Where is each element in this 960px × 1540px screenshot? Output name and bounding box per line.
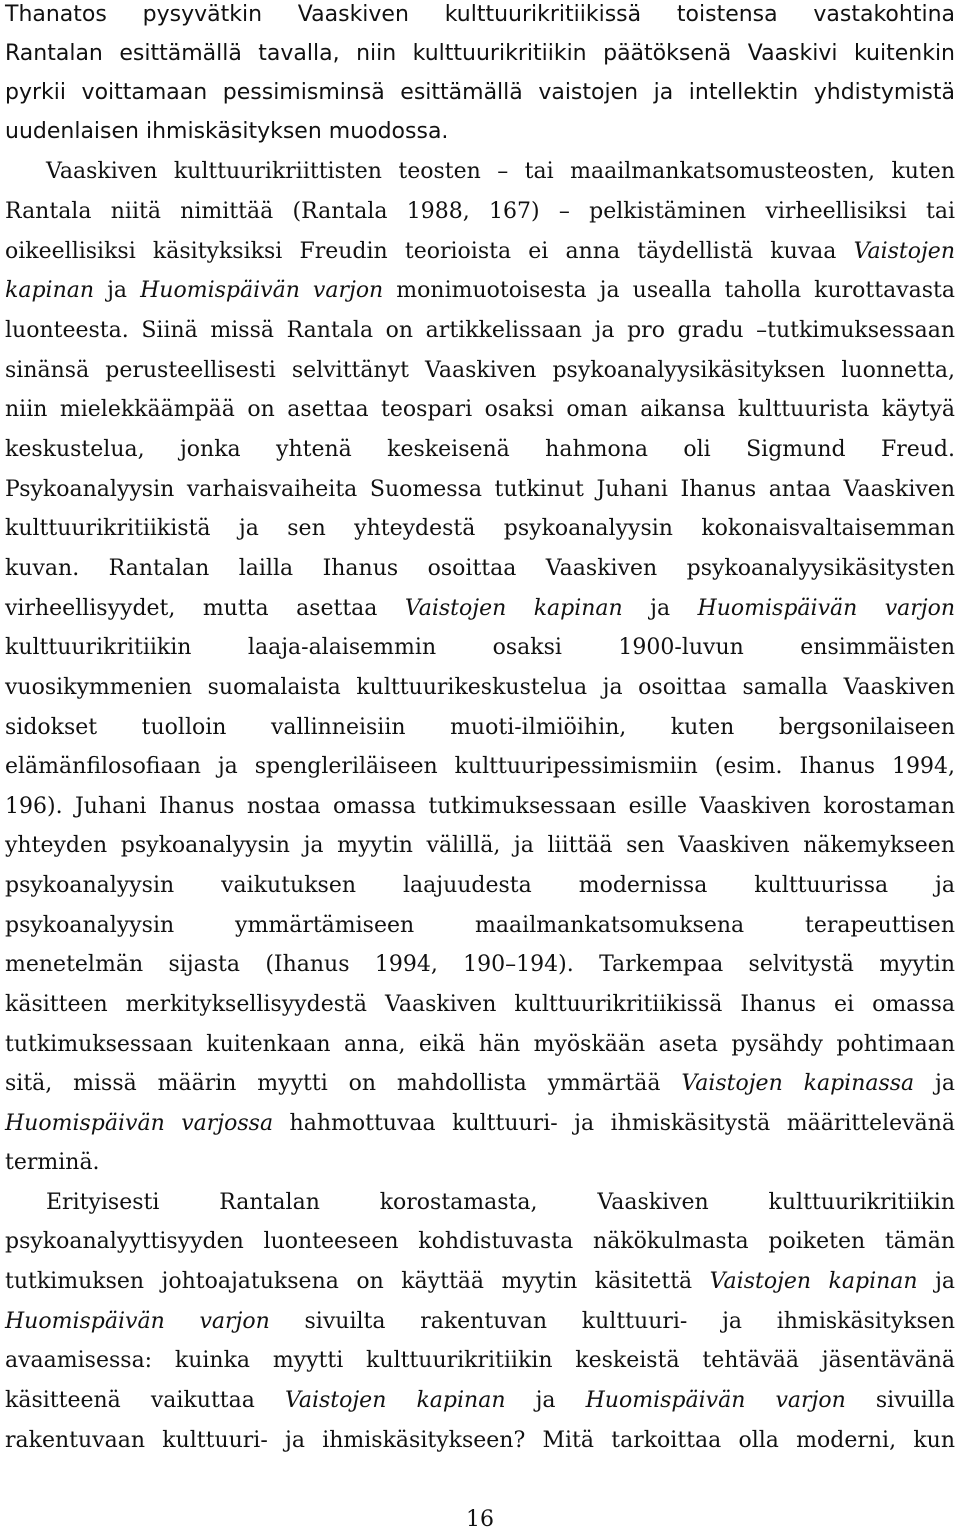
- text-line: [5, 1104, 955, 1144]
- italic-title-text: Vaistojen kapinan: [404, 596, 623, 621]
- body-text: Rantalan esittämällä tavalla, niin kulttuurikritiikin päätöksenä Vaaskivi kuitenkin: [5, 41, 955, 66]
- body-text: 196). Juhani Ihanus nostaa omassa tutkimuksessaan esille Vaaskiven korostaman: [5, 794, 955, 819]
- body-text: virheellisyydet, mutta asettaa: [5, 596, 405, 621]
- text-line: [5, 232, 955, 272]
- body-text: tutkimuksessaan kuitenkaan anna, eikä hän myöskään aseta pysähdy pohtimaan: [5, 1032, 955, 1057]
- italic-title-text: Vaistojen: [853, 239, 955, 264]
- body-text: sitä, missä määrin myytti on mahdollista ymmärtää: [5, 1071, 682, 1096]
- text-line: [5, 628, 955, 668]
- text-line: [46, 1183, 955, 1223]
- body-text: sidokset tuolloin vallinneisiin muoti-ilmiöihin, kuten bergsonilaiseen: [5, 715, 955, 740]
- text-line: [5, 1143, 955, 1183]
- body-text: keskustelua, jonka yhtenä keskeisenä hahmona oli Sigmund Freud.: [5, 437, 955, 462]
- body-text: menetelmän sijasta (Ihanus 1994, 190–194). Tarkempaa selvitystä myytin: [5, 952, 955, 977]
- body-text: pyrkii voittamaan pessimisminsä esittämällä vaistojen ja intellektin yhdistymistä: [5, 80, 955, 105]
- page-number: 16: [466, 1507, 494, 1532]
- text-line: [46, 152, 955, 192]
- body-text: käsitteenä vaikuttaa: [5, 1388, 285, 1413]
- italic-title-text: Vaistojen kapinassa: [681, 1071, 915, 1096]
- text-line: [5, 311, 955, 351]
- text-line: [5, 351, 955, 391]
- italic-title-text: Vaistojen kapinan: [709, 1269, 918, 1294]
- text-line: [5, 866, 955, 906]
- body-text: psykoanalyysin ymmärtämiseen maailmankatsomuksena terapeuttisen: [5, 913, 955, 938]
- body-text: Thanatos pysyvätkin Vaaskiven kulttuurikritiikissä toistensa vastakohtina: [5, 2, 955, 27]
- body-text: rakentuvaan kulttuuri- ja ihmiskäsitykseen? Mitä tarkoittaa olla moderni, kun: [5, 1428, 955, 1453]
- italic-title-text: Huomispäivän varjon: [585, 1388, 846, 1413]
- italic-title-text: Huomispäivän varjossa: [5, 1111, 274, 1136]
- body-text: kulttuurikritiikistä ja sen yhteydestä psykoanalyysin kokonaisvaltaisemman: [5, 516, 955, 541]
- text-line: [5, 945, 955, 985]
- text-line: [5, 906, 955, 946]
- body-text: Rantala niitä nimittää (Rantala 1988, 167) – pelkistäminen virheellisiksi tai: [5, 199, 955, 224]
- text-line: [5, 1302, 955, 1342]
- text-line: [5, 271, 955, 311]
- text-line: [5, 430, 955, 470]
- italic-title-text: kapinan: [5, 278, 95, 303]
- text-line: [5, 0, 955, 35]
- body-text: Vaaskiven kulttuurikriittisten teosten – tai maailmankatsomusteosten, kuten: [46, 159, 955, 184]
- text-line: [5, 34, 955, 74]
- body-text: ja: [914, 1071, 955, 1096]
- text-line: [5, 1262, 955, 1302]
- body-text: psykoanalyysin vaikutuksen laajuudesta modernissa kulttuurissa ja: [5, 873, 955, 898]
- body-text: luonteesta. Siinä missä Rantala on artikkelissaan ja pro gradu –tutkimuksessaan: [5, 318, 955, 343]
- body-text: elämänfilosofiaan ja spengleriläiseen kulttuuripessimismiin (esim. Ihanus 1994,: [5, 754, 955, 779]
- body-text: yhteyden psykoanalyysin ja myytin välillä, ja liittää sen Vaaskiven näkemykseen: [5, 833, 955, 858]
- text-line: [5, 1025, 955, 1065]
- body-text: Psykoanalyysin varhaisvaiheita Suomessa tutkinut Juhani Ihanus antaa Vaaskiven: [5, 477, 955, 502]
- text-line: [5, 668, 955, 708]
- body-text: hahmottuvaa kulttuuri- ja ihmiskäsitystä määrittelevänä: [273, 1111, 955, 1136]
- text-line: [5, 509, 955, 549]
- body-text: uudenlaisen ihmiskäsityksen muodossa.: [5, 119, 449, 144]
- body-text: ja: [622, 596, 698, 621]
- body-text: vuosikymmenien suomalaista kulttuurikeskustelua ja osoittaa samalla Vaaskiven: [5, 675, 955, 700]
- body-text: terminä.: [5, 1150, 100, 1175]
- body-text: käsitteen merkityksellisyydestä Vaaskiven kulttuurikritiikissä Ihanus ei omassa: [5, 992, 955, 1017]
- body-text: sivuilla: [845, 1388, 955, 1413]
- body-text: ja: [917, 1269, 956, 1294]
- text-line: [5, 1341, 955, 1381]
- body-text: ja: [505, 1388, 586, 1413]
- text-line: [5, 1064, 955, 1104]
- body-text: Erityisesti Rantalan korostamasta, Vaaskiven kulttuurikritiikin: [46, 1190, 955, 1215]
- body-text: sivuilta rakentuvan kulttuuri- ja ihmiskäsityksen: [269, 1309, 955, 1334]
- italic-title-text: Huomispäivän varjon: [140, 278, 384, 303]
- text-line: [5, 112, 955, 152]
- body-text: tutkimuksen johtoajatuksena on käyttää myytin käsitettä: [5, 1269, 710, 1294]
- text-line: [5, 549, 955, 589]
- body-text: avaamisessa: kuinka myytti kulttuurikritiikin keskeistä tehtävää jäsentävänä: [5, 1348, 955, 1373]
- body-text: ja: [94, 278, 141, 303]
- body-text: niin mielekkäämpää on asettaa teospari osaksi oman aikansa kulttuurista käytyä: [5, 397, 955, 422]
- body-text: psykoanalyyttisyyden luonteeseen kohdistuvasta näkökulmasta poiketen tämän: [5, 1229, 955, 1254]
- text-line: [5, 985, 955, 1025]
- body-text: kulttuurikritiikin laaja-alaisemmin osaksi 1900-luvun ensimmäisten: [5, 635, 955, 660]
- italic-title-text: Huomispäivän varjon: [697, 596, 956, 621]
- body-text: oikeellisiksi käsityksiksi Freudin teorioista ei anna täydellistä kuvaa: [5, 239, 854, 264]
- text-line: [5, 1421, 955, 1461]
- text-line: [5, 747, 955, 787]
- text-line: [5, 589, 955, 629]
- italic-title-text: Vaistojen kapinan: [284, 1388, 506, 1413]
- italic-title-text: Huomispäivän varjon: [5, 1309, 270, 1334]
- text-line: [5, 826, 955, 866]
- text-line: [5, 470, 955, 510]
- text-line: [5, 73, 955, 113]
- text-line: [5, 1222, 955, 1262]
- text-line: [5, 787, 955, 827]
- body-text: monimuotoisesta ja usealla taholla kurottavasta: [383, 278, 955, 303]
- body-text: sinänsä perusteellisesti selvittänyt Vaaskiven psykoanalyysikäsityksen luonnetta,: [5, 358, 955, 383]
- text-line: [5, 390, 955, 430]
- body-text: kuvan. Rantalan lailla Ihanus osoittaa Vaaskiven psykoanalyysikäsitysten: [5, 556, 955, 581]
- text-line: [5, 1381, 955, 1421]
- text-line: [5, 708, 955, 748]
- text-line: [5, 192, 955, 232]
